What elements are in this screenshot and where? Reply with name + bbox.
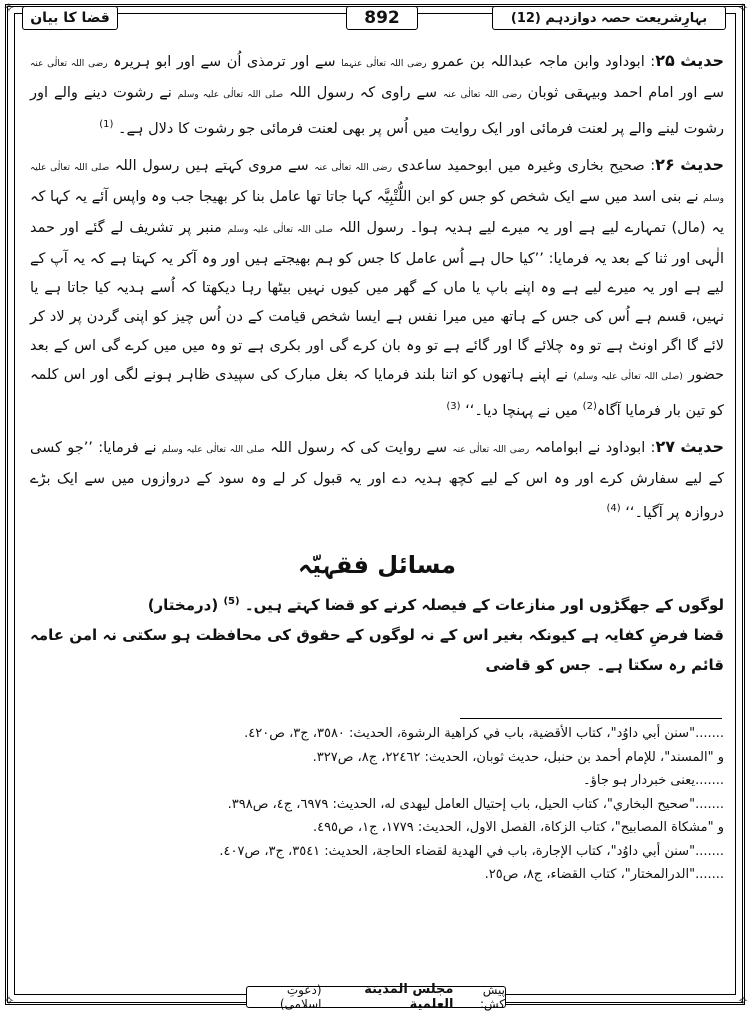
footnote-ref: (1) [99, 119, 114, 130]
footer-prefix: پیش کش: [479, 983, 505, 1011]
footnote-divider [460, 718, 722, 719]
footnote-text: و "المسند"، للإمام أحمد بن حنبل، حديث ثوبان، الحديث: ٢٢٤٦٢، ج٨، ص٣٢٧. [312, 749, 724, 765]
hadith-text: ابوداود نے ابوامامہ [529, 439, 646, 456]
footnote-marker: ....... [695, 867, 724, 882]
section-title: مسائل فقہیّہ [298, 551, 456, 580]
footnote-text: "سنن أبي داوُد"، كتاب الأقضية، باب في كراهية الرشوة، الحديث: ٣٥٨٠، ج٣، ص٤٢٠. [244, 726, 696, 741]
honorific: رضی اللہ تعالٰی عنہ [442, 90, 522, 100]
corner-ornament-top-right: ✧ [737, 1, 749, 16]
footnote-text: و "مشكاة المصابيح"، كتاب الزكاة، الفصل الاول، الحديث: ١٧٧٩، ج١، ص٤٩٥. [312, 820, 724, 835]
hadith-label: حدیث [680, 154, 725, 174]
corner-ornament-bottom-left: ✧ [3, 994, 15, 1009]
page-number: 892 [346, 6, 418, 30]
footnote-marker: ....... [695, 773, 724, 788]
hadith-text: نے رشوت دینے والے اور رشوت لینے والے پر لعنت فرمائی اور ایک روایت میں اُس پر بھی لعنت فرمائی جو رشوت کا دلال ہے۔ [30, 85, 724, 137]
hadith-text: صحیح بخاری وغیرہ میں ابوحمید ساعدی [391, 157, 645, 174]
honorific: (صلی اللہ تعالٰی علیہ وسلم) [573, 371, 683, 382]
publisher-affiliation: (دعوتِ اسلامی) [279, 983, 322, 1011]
hadith-text: میں نے پہنچا دیا۔‘‘ [465, 402, 583, 419]
hadith-text: سے راوی کہ رسول اللہ [283, 85, 443, 101]
hadith-number: ۲۶ [655, 154, 675, 174]
footnote-item [30, 769, 724, 793]
footnote-text: یعنی خبردار ہو جاؤ۔ [582, 773, 696, 788]
honorific: صلی اللہ تعالٰی علیہ وسلم [161, 444, 265, 455]
footnote-item [30, 816, 724, 840]
hadith-25: حدیث ۲۵: ابوداود وابن ماجہ عبداللہ بن عمرو رضی اللہ تعالٰی عنہما سے اور ترمذی اُن سے اور ابو ہریرہ رضی اللہ تعالٰی عنہ سے اور امام احمد وبیہقی ثوبان رضی اللہ تعالٰی عنہ سے راوی کہ رسول اللہ صلی اللہ تعالٰی علیہ وسلم نے رشوت دینے والے اور رشوت لینے والے پر لعنت فرمائی اور ایک روایت میں اُس پر بھی لعنت فرمائی جو رشوت کا دلال ہے۔ $^{(1)}$ [30, 51, 725, 137]
footnote-item [30, 840, 724, 864]
hadith-label: حدیث [680, 51, 724, 70]
hadith-text: سے اور ترمذی اُن سے اور ابو ہریرہ [107, 54, 342, 70]
hadith-number: ۲۵ [655, 51, 675, 70]
page-content [30, 46, 724, 680]
honorific: رضی اللہ تعالٰی عنہ [452, 444, 530, 455]
hadith-text: سے اور امام احمد وبیہقی ثوبان [521, 85, 725, 101]
hadith-text: ابوداود وابن ماجہ عبداللہ بن عمرو [426, 54, 645, 70]
fiqh-text: قضا فرضِ کفایہ ہے کیونکہ بغیر اس کے نہ لوگوں کے حقوق کی محافظت ہو سکتی نہ امن عامہ قائم رہ سکتا ہے۔ جس کو قاضی [30, 626, 724, 675]
page-footer [246, 982, 506, 1012]
corner-ornament-top-left: ✧ [3, 1, 15, 16]
honorific: رضی اللہ تعالٰی عنہ [314, 162, 392, 173]
footnotes [30, 722, 724, 887]
hadith-text: سے روایت کی کہ رسول اللہ [264, 439, 453, 456]
hadith-27: حدیث ۲۷: ابوداود نے ابوامامہ رضی اللہ تعالٰی عنہ سے روایت کی کہ رسول اللہ صلی اللہ تعالٰی علیہ وسلم نے فرمایا: ’’جو کسی کے لیے سفارش کرے اور وہ اس کے لیے کچھ ہدیہ دے اور یہ قبول کر لے وہ سود کے دروازوں میں سے ایک بڑے دروازہ پر آگیا۔‘‘ $^{(4)}$ [30, 436, 725, 521]
hadith-text: سے مروی کہتے ہیں رسول اللہ [109, 157, 315, 174]
hadith-number: ۲۷ [655, 436, 675, 456]
honorific: صلی اللہ تعالٰی علیہ وسلم [177, 90, 284, 100]
footnote-text: "الدرالمختار"، كتاب القضاء، ج٨، ص٢٥. [484, 867, 696, 882]
footnote-item [30, 746, 724, 770]
page-header [16, 6, 736, 32]
fiqh-paragraph [30, 587, 724, 620]
footnote-text: "سنن أبي داوُد"، كتاب الإجارة، باب في الهدية لقضاء الحاجة، الحديث: ٣٥٤١، ج٣، ص٤٠٧. [219, 843, 696, 859]
honorific: رضی اللہ تعالٰی عنہما [341, 59, 427, 69]
footnote-ref: (2) [582, 400, 597, 412]
footnote-text: "صحيح البخاري"، كتاب الحيل، باب إحتيال العامل ليهدى له، الحديث: ٦٩٧٩، ج٤، ص٣٩٨. [227, 796, 696, 812]
hadith-text: منبر پر تشریف لے گئے اور حمد الٰہی اور ثنا کے بعد یہ فرمایا: ’’کیا حال ہے اُس عامل کا جس کو ہم بھیجتے ہیں اور وہ آکر یہ کہتا ہے کہ یہ آپ کے لیے ہے اور یہ میرے لیے ہے وہ اپنے باپ یا ماں کے گھر میں کیوں نہیں بیٹھا رہا دیکھتا کہ اُسے ہدیہ کیا جاتا ہے یا نہیں، قسم ہے اُس کی جس کے ہاتھ میں میرا نفس ہے ایسا شخص قیامت کے دن اُس چیز کو اپنی گردن پر لاد کر لائے گا اگر اونٹ ہے تو وہ چلائے گا اور گائے ہے تو وہ بان کرے گی اور بکری ہے تو وہ میں میں کرے گی اس کے بعد حضور [30, 219, 725, 383]
honorific: صلی اللہ تعالٰی علیہ وسلم [30, 162, 724, 204]
hadith-text: نے فرمایا: ’’جو کسی کے لیے سفارش کرے اور وہ اس کے لیے کچھ ہدیہ دے اور یہ قبول کر لے وہ سود کے دروازوں میں سے ایک بڑے دروازہ پر آگیا۔‘‘ [30, 439, 724, 521]
fiqh-text: لوگوں کے جھگڑوں اور منازعات کے فیصلہ کرنے کو قضا کہتے ہیں۔ [244, 596, 724, 615]
corner-ornament-bottom-right: ✧ [737, 994, 749, 1009]
footnote-ref: (3) [446, 400, 461, 412]
footnote-marker: ....... [695, 796, 724, 812]
source-citation: (درمختار) [147, 596, 219, 615]
hadith-26: حدیث ۲۶: صحیح بخاری وغیرہ میں ابوحمید ساعدی رضی اللہ تعالٰی عنہ سے مروی کہتے ہیں رسول اللہ صلی اللہ تعالٰی علیہ وسلم نے بنی اسد میں سے ایک شخص کو جس کو ابن اللُّتْبِیَّہ کہا جاتا تھا عامل بنا کر بھیجا جب وہ واپس آئے یہ کہا کہ یہ (مال) تمہارے لیے ہے اور یہ میرے لیے ہدیہ ہوا۔ رسول اللہ صلی اللہ تعالٰی علیہ وسلم منبر پر تشریف لے گئے اور حمد الٰہی اور ثنا کے بعد یہ فرمایا: ’’کیا حال ہے اُس عامل کا جس کو ہم بھیجتے ہیں اور وہ آکر یہ کہتا ہے کہ یہ آپ کے لیے ہے اور یہ میرے لیے ہے وہ اپنے باپ یا ماں کے گھر میں کیوں نہیں بیٹھا رہا دیکھتا کہ اُسے ہدیہ کیا جاتا ہے یا نہیں، قسم ہے اُس کی جس کے ہاتھ میں میرا نفس ہے ایسا شخص قیامت کے دن اُس چیز کو اپنی گردن پر لاد کر لائے گا اگر اونٹ ہے تو وہ چلائے گا اور گائے ہے تو وہ بان کرے گی اور بکری ہے تو وہ میں میں کرے گی اس کے بعد حضور (صلی اللہ تعالٰی علیہ وسلم) نے اپنے ہاتھوں کو اتنا بلند فرمایا کہ بغل مبارک کی سپیدی ظاہر ہونے لگی اور اس کلمہ کو تین بار فرمایا آگاہ$^{(2)}$ میں نے پہنچا دیا۔‘‘ $^{(3)}$ [30, 154, 725, 419]
footnote-marker: ....... [695, 843, 724, 859]
hadith-text: نے اپنے ہاتھوں کو اتنا بلند فرمایا کہ بغل مبارک کی سپیدی ظاہر ہونے لگی اور اس کلمہ کو تین بار فرمایا آگاہ [30, 366, 724, 419]
hadith-label: حدیث [680, 436, 725, 456]
footnote-ref: (5) [223, 596, 240, 608]
footnote-marker: ....... [695, 726, 724, 741]
footnote-ref: (4) [606, 502, 621, 514]
book-title: بہارِشریعت حصہ دوازدہم (12) [492, 6, 726, 30]
honorific: رضی اللہ تعالٰی عنہ [30, 59, 108, 69]
footnote-item [30, 793, 724, 817]
footnote-item [30, 863, 724, 887]
hadith-text: نے بنی اسد میں سے ایک شخص کو جس کو ابن اللُّتْبِیَّہ کہا جاتا تھا عامل بنا کر بھیجا جب وہ واپس آئے یہ کہا کہ یہ (مال) تمہارے لیے ہے اور یہ میرے لیے ہدیہ ہوا۔ رسول اللہ [30, 188, 724, 236]
chapter-title: قضا کا بیان [22, 6, 118, 30]
publisher-name: مجلس المدینة العلمیة [364, 982, 454, 1012]
fiqh-paragraph [30, 620, 724, 680]
footnote-item [30, 722, 724, 746]
honorific: صلی اللہ تعالٰی علیہ وسلم [227, 224, 333, 235]
